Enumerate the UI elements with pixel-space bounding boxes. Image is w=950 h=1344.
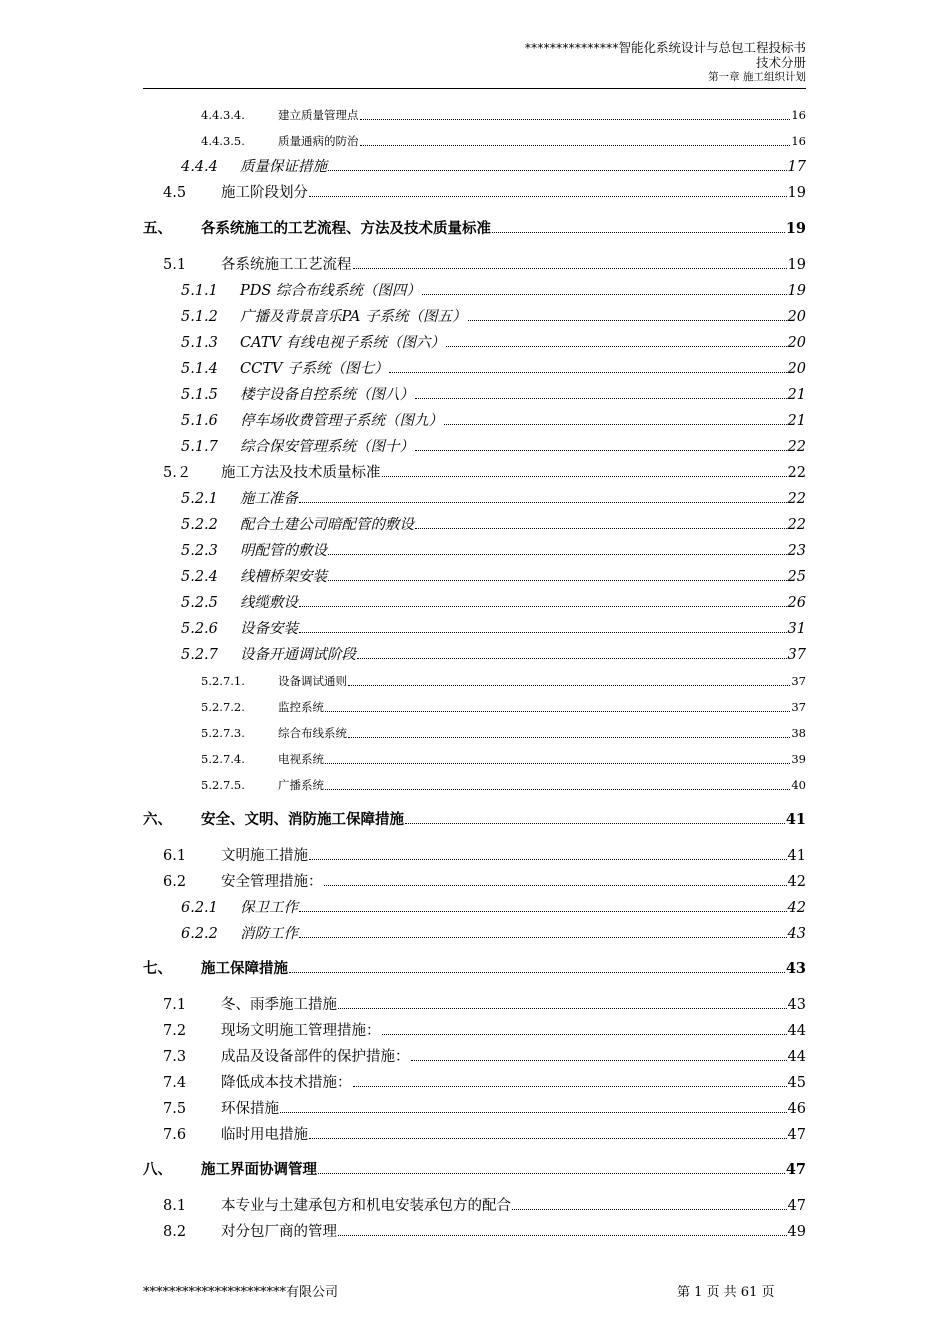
toc-entry-page: 22 <box>787 465 806 481</box>
toc-entry-title: 成品及设备部件的保护措施： <box>221 1049 410 1065</box>
toc-dot-leader <box>415 450 787 451</box>
toc-entry-number: 6.1 <box>163 848 187 864</box>
toc-entry-page: 26 <box>787 595 806 611</box>
document-title: ***************智能化系统设计与总包工程投标书 <box>524 40 806 55</box>
toc-dot-leader <box>280 1112 787 1113</box>
toc-entry[interactable] <box>163 1223 806 1241</box>
toc-entry-number: 6.2 <box>163 874 187 890</box>
toc-entry-number: 5.2.7.5. <box>201 778 245 792</box>
toc-entry-page: 31 <box>787 621 806 637</box>
toc-entry[interactable] <box>163 1100 806 1118</box>
toc-dot-leader <box>411 1060 787 1061</box>
toc-entry-title: 综合布线系统 <box>278 726 347 740</box>
toc-entry-number: 5.1.2 <box>181 309 218 325</box>
toc-entry-title: 本专业与土建承包方和机电安装承包方的配合 <box>221 1198 511 1214</box>
toc-dot-leader <box>338 1008 787 1009</box>
toc-entry[interactable] <box>181 386 806 404</box>
toc-dot-leader <box>415 398 787 399</box>
toc-entry[interactable] <box>181 568 806 586</box>
toc-entry-title: 设备开通调试阶段 <box>240 647 356 663</box>
toc-entry-title: 电视系统 <box>278 752 324 766</box>
toc-entry-number: 4.5 <box>163 185 187 201</box>
toc-dot-leader <box>299 502 787 503</box>
toc-entry-number: 5.2.3 <box>181 543 218 559</box>
toc-entry-title: 保卫工作 <box>240 900 298 916</box>
toc-entry-title: 楼宇设备自控系统（图八） <box>240 387 414 403</box>
toc-entry-number: 4.4.3.5. <box>201 134 245 148</box>
toc-dot-leader <box>299 911 787 912</box>
toc-entry[interactable] <box>181 308 806 326</box>
toc-entry-page: 21 <box>787 413 806 429</box>
toc-entry-title: 文明施工措施 <box>221 848 308 864</box>
toc-dot-leader <box>299 632 787 633</box>
toc-entry-page: 42 <box>787 874 806 890</box>
toc-entry-number: 7.5 <box>163 1101 187 1117</box>
toc-dot-leader <box>360 145 791 146</box>
toc-dot-leader <box>357 658 787 659</box>
toc-entry-page: 37 <box>791 674 806 688</box>
toc-entry-number: 8.1 <box>163 1198 187 1214</box>
toc-entry-page: 38 <box>791 726 806 740</box>
toc-entry-title: CATV 有线电视子系统（图六） <box>240 335 446 351</box>
toc-entry-number: 5.2.7 <box>181 647 218 663</box>
toc-entry-page: 25 <box>787 569 806 585</box>
toc-entry[interactable] <box>181 334 806 352</box>
toc-entry-page: 19 <box>787 283 806 299</box>
toc-dot-leader <box>405 823 785 824</box>
toc-entry-number: 5.2.5 <box>181 595 218 611</box>
toc-entry-number: 4.4.3.4. <box>201 108 245 122</box>
toc-entry[interactable] <box>181 594 806 612</box>
toc-entry-page: 41 <box>785 811 806 828</box>
toc-entry[interactable] <box>181 620 806 638</box>
toc-entry-title: CCTV 子系统（图七） <box>240 361 389 377</box>
toc-entry[interactable] <box>163 1197 806 1215</box>
toc-entry-number: 5.2.7.2. <box>201 700 245 714</box>
toc-entry-page: 20 <box>787 309 806 325</box>
toc-entry-number: 七、 <box>143 960 172 977</box>
toc-entry-number: 6.2.1 <box>181 900 218 916</box>
toc-entry[interactable] <box>143 1161 806 1179</box>
toc-dot-leader <box>468 320 787 321</box>
toc-entry-page: 43 <box>785 960 806 977</box>
toc-entry[interactable] <box>143 811 806 829</box>
toc-entry-page: 21 <box>787 387 806 403</box>
toc-entry[interactable] <box>181 925 806 943</box>
document-subtitle: 技术分册 <box>755 55 806 70</box>
toc-dot-leader <box>299 606 787 607</box>
toc-entry[interactable] <box>181 438 806 456</box>
toc-entry[interactable] <box>181 360 806 378</box>
toc-entry[interactable] <box>181 516 806 534</box>
toc-entry[interactable] <box>143 960 806 978</box>
toc-entry-title: 各系统施工的工艺流程、方法及技术质量标准 <box>201 220 491 237</box>
toc-entry-number: 5.1.3 <box>181 335 218 351</box>
toc-entry-page: 17 <box>787 159 806 175</box>
toc-entry-title: PDS 综合布线系统（图四） <box>240 283 421 299</box>
toc-entry-number: 4.4.4 <box>181 159 218 175</box>
toc-dot-leader <box>309 859 787 860</box>
toc-entry-page: 45 <box>787 1075 806 1091</box>
toc-dot-leader <box>353 1086 787 1087</box>
toc-entry-title: 设备安装 <box>240 621 298 637</box>
toc-entry-title: 线槽桥架安装 <box>240 569 327 585</box>
toc-entry[interactable] <box>181 899 806 917</box>
toc-entry[interactable] <box>201 750 806 768</box>
toc-entry-page: 19 <box>785 220 806 237</box>
toc-dot-leader <box>444 424 787 425</box>
toc-entry-number: 5.1 <box>163 257 187 273</box>
toc-entry-number: 5.1.4 <box>181 361 218 377</box>
toc-entry-page: 19 <box>787 257 806 273</box>
toc-entry-page: 40 <box>791 778 806 792</box>
toc-entry-number: 5.2.7.4. <box>201 752 245 766</box>
toc-entry-page: 44 <box>787 1023 806 1039</box>
toc-entry-number: 5.2.1 <box>181 491 218 507</box>
toc-entry[interactable] <box>181 282 806 300</box>
toc-dot-leader <box>318 1173 785 1174</box>
toc-entry[interactable] <box>163 873 806 891</box>
toc-entry-title: 施工保障措施 <box>201 960 288 977</box>
toc-entry-title: 施工准备 <box>240 491 298 507</box>
toc-entry-number: 5.1.6 <box>181 413 218 429</box>
toc-entry[interactable] <box>163 847 806 865</box>
toc-entry[interactable] <box>181 490 806 508</box>
toc-entry-page: 46 <box>787 1101 806 1117</box>
toc-entry-page: 42 <box>787 900 806 916</box>
toc-entry[interactable] <box>163 256 806 274</box>
toc-entry-title: 广播系统 <box>278 778 324 792</box>
toc-entry[interactable] <box>163 996 806 1014</box>
toc-entry-number: 5.2.2 <box>181 517 218 533</box>
toc-dot-leader <box>382 1034 787 1035</box>
toc-entry-title: 线缆敷设 <box>240 595 298 611</box>
toc-dot-leader <box>299 937 787 938</box>
toc-entry-number: 5.２ <box>163 465 192 481</box>
toc-entry-page: 44 <box>787 1049 806 1065</box>
toc-entry-title: 安全、文明、消防施工保障措施 <box>201 811 404 828</box>
toc-entry[interactable] <box>201 106 806 124</box>
toc-entry[interactable] <box>163 1074 806 1092</box>
toc-dot-leader <box>348 685 790 686</box>
toc-entry[interactable] <box>163 1022 806 1040</box>
toc-entry-number: 八、 <box>143 1161 172 1178</box>
toc-entry[interactable] <box>163 1126 806 1144</box>
toc-entry[interactable] <box>143 220 806 238</box>
toc-entry-title: 广播及背景音乐PA 子系统（图五） <box>240 309 467 325</box>
toc-entry-page: 22 <box>787 439 806 455</box>
toc-dot-leader <box>353 268 787 269</box>
toc-entry-title: 建立质量管理点 <box>278 108 359 122</box>
toc-entry-page: 16 <box>791 134 806 148</box>
toc-dot-leader <box>309 1138 787 1139</box>
toc-entry-title: 设备调试通则 <box>278 674 347 688</box>
toc-entry[interactable] <box>163 1048 806 1066</box>
toc-entry[interactable] <box>181 646 806 664</box>
toc-dot-leader <box>389 372 786 373</box>
toc-entry[interactable] <box>181 158 806 176</box>
toc-entry-page: 43 <box>787 997 806 1013</box>
toc-entry-number: 8.2 <box>163 1224 187 1240</box>
toc-entry-page: 47 <box>787 1127 806 1143</box>
toc-entry-number: 5.2.7.3. <box>201 726 245 740</box>
toc-entry-number: 7.3 <box>163 1049 187 1065</box>
toc-entry-page: 37 <box>791 700 806 714</box>
toc-entry-number: 5.2.6 <box>181 621 218 637</box>
toc-entry-title: 临时用电措施 <box>221 1127 308 1143</box>
toc-entry-number: 6.2.2 <box>181 926 218 942</box>
toc-dot-leader <box>289 972 785 973</box>
toc-entry-number: 7.4 <box>163 1075 187 1091</box>
toc-dot-leader <box>325 763 790 764</box>
toc-dot-leader <box>325 711 790 712</box>
toc-dot-leader <box>415 528 787 529</box>
toc-entry-number: 六、 <box>143 811 172 828</box>
toc-entry[interactable] <box>201 672 806 690</box>
toc-entry-page: 43 <box>787 926 806 942</box>
toc-entry-title: 配合土建公司暗配管的敷设 <box>240 517 414 533</box>
toc-entry-page: 49 <box>787 1224 806 1240</box>
footer-company: **********************有限公司 <box>143 1285 339 1300</box>
toc-entry[interactable] <box>201 776 806 794</box>
toc-entry[interactable] <box>163 464 806 482</box>
toc-dot-leader <box>324 885 787 886</box>
toc-entry[interactable] <box>201 698 806 716</box>
toc-entry-title: 施工方法及技术质量标准 <box>221 465 381 481</box>
toc-entry-title: 环保措施 <box>221 1101 279 1117</box>
toc-entry-number: 5.1.5 <box>181 387 218 403</box>
chapter-label: 第一章 施工组织计划 <box>708 71 806 83</box>
toc-dot-leader <box>338 1235 787 1236</box>
toc-entry-page: 39 <box>791 752 806 766</box>
toc-entry-title: 质量通病的防治 <box>278 134 359 148</box>
toc-entry-number: 5.2.7.1. <box>201 674 245 688</box>
toc-entry-title: 各系统施工工艺流程 <box>221 257 352 273</box>
toc-dot-leader <box>325 789 790 790</box>
toc-entry-title: 施工界面协调管理 <box>201 1161 317 1178</box>
toc-dot-leader <box>422 294 787 295</box>
toc-entry-page: 22 <box>787 491 806 507</box>
toc-dot-leader <box>382 476 787 477</box>
toc-entry-page: 19 <box>787 185 806 201</box>
toc-dot-leader <box>446 346 787 347</box>
toc-entry-number: 7.2 <box>163 1023 187 1039</box>
toc-entry-page: 37 <box>787 647 806 663</box>
toc-entry-title: 质量保证措施 <box>240 159 327 175</box>
toc-dot-leader <box>309 196 787 197</box>
toc-dot-leader <box>328 580 787 581</box>
toc-entry-title: 施工阶段划分 <box>221 185 308 201</box>
toc-entry-number: 5.1.1 <box>181 283 218 299</box>
toc-entry-title: 降低成本技术措施： <box>221 1075 352 1091</box>
toc-entry-title: 综合保安管理系统（图十） <box>240 439 414 455</box>
toc-entry-title: 冬、雨季施工措施 <box>221 997 337 1013</box>
toc-dot-leader <box>348 737 790 738</box>
toc-entry[interactable] <box>181 542 806 560</box>
toc-entry-title: 监控系统 <box>278 700 324 714</box>
toc-entry-number: 5.1.7 <box>181 439 218 455</box>
toc-entry-page: 23 <box>787 543 806 559</box>
toc-entry-number: 五、 <box>143 220 172 237</box>
toc-entry-page: 41 <box>787 848 806 864</box>
toc-entry-title: 明配管的敷设 <box>240 543 327 559</box>
toc-entry-page: 20 <box>787 335 806 351</box>
toc-entry-page: 22 <box>787 517 806 533</box>
toc-entry-title: 停车场收费管理子系统（图九） <box>240 413 443 429</box>
toc-entry-title: 消防工作 <box>240 926 298 942</box>
toc-entry-title: 现场文明施工管理措施： <box>221 1023 381 1039</box>
toc-entry-page: 16 <box>791 108 806 122</box>
toc-dot-leader <box>492 232 785 233</box>
toc-entry[interactable] <box>201 724 806 742</box>
toc-dot-leader <box>360 119 791 120</box>
footer-page-info: 第 1 页 共 61 页 <box>677 1285 775 1300</box>
toc-dot-leader <box>328 170 787 171</box>
toc-entry[interactable] <box>201 132 806 150</box>
toc-entry-page: 20 <box>787 361 806 377</box>
toc-entry-page: 47 <box>785 1161 806 1178</box>
toc-entry-title: 安全管理措施： <box>221 874 323 890</box>
toc-entry-number: 7.6 <box>163 1127 187 1143</box>
toc-entry-number: 5.2.4 <box>181 569 218 585</box>
toc-entry[interactable] <box>181 412 806 430</box>
toc-entry-number: 7.1 <box>163 997 187 1013</box>
toc-entry[interactable] <box>163 184 806 202</box>
toc-dot-leader <box>328 554 787 555</box>
toc-dot-leader <box>512 1209 787 1210</box>
toc-entry-page: 47 <box>787 1198 806 1214</box>
toc-entry-title: 对分包厂商的管理 <box>221 1224 337 1240</box>
